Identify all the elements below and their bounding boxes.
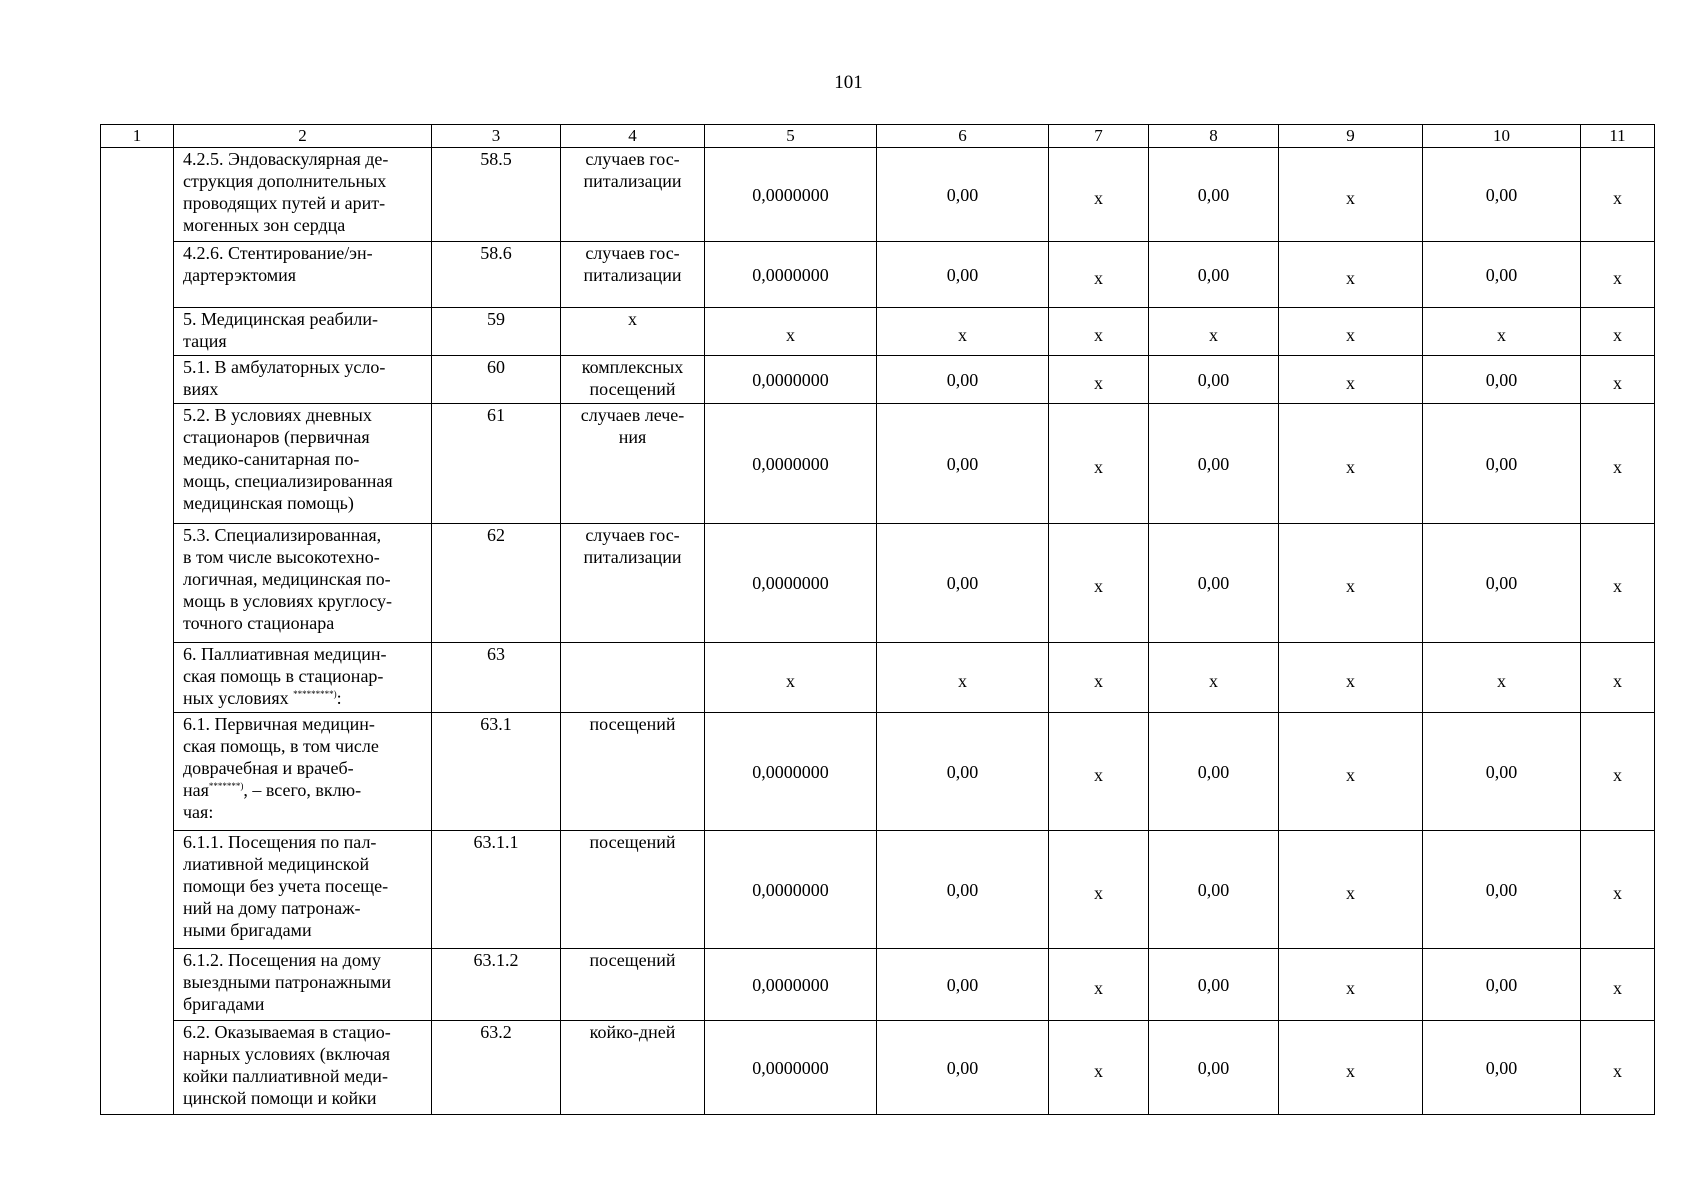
value-cell-5: 0,0000000 xyxy=(705,356,877,404)
row-unit: случаев гос- питализации xyxy=(561,524,705,643)
value-cell-7: х xyxy=(1049,356,1149,404)
row-name-text: 6. Паллиативная медицин- ская помощь в стационар- ных условиях xyxy=(183,644,387,708)
value-cell-10: 0,00 xyxy=(1423,356,1581,404)
row-unit: случаев лече- ния xyxy=(561,404,705,524)
value-cell-10: 0,00 xyxy=(1423,404,1581,524)
value-cell-9: х xyxy=(1279,404,1423,524)
row-code: 62 xyxy=(432,524,561,643)
value-cell-7: х xyxy=(1049,949,1149,1021)
row-unit xyxy=(561,643,705,713)
value-cell-8: 0,00 xyxy=(1149,242,1279,308)
page-number: 101 xyxy=(834,72,863,93)
value-cell-7: х xyxy=(1049,308,1149,356)
row-unit: х xyxy=(561,308,705,356)
column-number: 1 xyxy=(101,125,174,148)
row-unit: посещений xyxy=(561,713,705,831)
value-cell-7: х xyxy=(1049,713,1149,831)
row-name-text: 5.1. В амбулаторных усло- виях xyxy=(183,357,386,399)
value-cell-10: 0,00 xyxy=(1423,713,1581,831)
value-cell-8: х xyxy=(1149,643,1279,713)
value-cell-11: х xyxy=(1581,831,1655,949)
footnote-mark: *******) xyxy=(208,781,244,791)
value-cell-10: 0,00 xyxy=(1423,949,1581,1021)
value-cell-5: 0,0000000 xyxy=(705,713,877,831)
value-cell-11: х xyxy=(1581,242,1655,308)
row-name-text: 6.1.1. Посещения по пал- лиативной медицинской помощи без учета посеще- ний на дому патронаж- ными бригадами xyxy=(183,832,389,940)
row-code: 60 xyxy=(432,356,561,404)
value-cell-6: 0,00 xyxy=(877,949,1049,1021)
column-number: 9 xyxy=(1279,125,1423,148)
value-cell-7: х xyxy=(1049,404,1149,524)
row-unit: посещений xyxy=(561,831,705,949)
column-number: 11 xyxy=(1581,125,1655,148)
row-code: 63.1.2 xyxy=(432,949,561,1021)
table-row xyxy=(101,148,1655,242)
value-cell-10: 0,00 xyxy=(1423,242,1581,308)
row-name xyxy=(174,148,432,242)
column-number: 6 xyxy=(877,125,1049,148)
row-name xyxy=(174,949,432,1021)
value-cell-5: 0,0000000 xyxy=(705,148,877,242)
row-unit: комплексных посещений xyxy=(561,356,705,404)
value-cell-5: х xyxy=(705,308,877,356)
table-row xyxy=(101,949,1655,1021)
value-cell-6: 0,00 xyxy=(877,1021,1049,1115)
row-name xyxy=(174,831,432,949)
table-row xyxy=(101,713,1655,831)
table-row xyxy=(101,831,1655,949)
value-cell-5: 0,0000000 xyxy=(705,949,877,1021)
row-name xyxy=(174,643,432,713)
value-cell-6: 0,00 xyxy=(877,148,1049,242)
value-cell-5: 0,0000000 xyxy=(705,831,877,949)
value-cell-7: х xyxy=(1049,643,1149,713)
column-number: 2 xyxy=(174,125,432,148)
section-cell xyxy=(101,148,174,1115)
value-cell-6: х xyxy=(877,643,1049,713)
value-cell-11: х xyxy=(1581,148,1655,242)
table-row xyxy=(101,404,1655,524)
value-cell-6: 0,00 xyxy=(877,242,1049,308)
value-cell-8: 0,00 xyxy=(1149,949,1279,1021)
row-unit: случаев гос- питализации xyxy=(561,148,705,242)
column-number: 3 xyxy=(432,125,561,148)
data-table xyxy=(100,124,1655,1115)
value-cell-7: х xyxy=(1049,524,1149,643)
row-code: 63 xyxy=(432,643,561,713)
value-cell-6: 0,00 xyxy=(877,524,1049,643)
value-cell-10: 0,00 xyxy=(1423,524,1581,643)
value-cell-5: 0,0000000 xyxy=(705,524,877,643)
value-cell-9: х xyxy=(1279,148,1423,242)
row-name-text: 6.2. Оказываемая в стацио- нарных условиях (включая койки паллиативной меди- цинской помощи и койки xyxy=(183,1022,391,1108)
table-row xyxy=(101,1021,1655,1115)
value-cell-8: 0,00 xyxy=(1149,524,1279,643)
row-name-text: 6.1.2. Посещения на дому выездными патронажными бригадами xyxy=(183,950,392,1014)
value-cell-5: х xyxy=(705,643,877,713)
column-number-row xyxy=(101,125,1655,148)
value-cell-6: х xyxy=(877,308,1049,356)
value-cell-7: х xyxy=(1049,148,1149,242)
value-cell-10: х xyxy=(1423,643,1581,713)
value-cell-9: х xyxy=(1279,524,1423,643)
footnote-mark: *********) xyxy=(293,689,337,699)
value-cell-10: 0,00 xyxy=(1423,148,1581,242)
table-row xyxy=(101,356,1655,404)
value-cell-7: х xyxy=(1049,242,1149,308)
column-number: 4 xyxy=(561,125,705,148)
row-name xyxy=(174,242,432,308)
row-code: 58.5 xyxy=(432,148,561,242)
value-cell-11: х xyxy=(1581,404,1655,524)
value-cell-9: х xyxy=(1279,949,1423,1021)
row-unit: случаев гос- питализации xyxy=(561,242,705,308)
row-name-text: 5. Медицинская реабили- тация xyxy=(183,309,379,351)
row-name-text: 5.2. В условиях дневных стационаров (первичная медико-санитарная по- мощь, специализированная медицинская помощь) xyxy=(183,405,393,513)
value-cell-8: 0,00 xyxy=(1149,713,1279,831)
row-name xyxy=(174,1021,432,1115)
value-cell-5: 0,0000000 xyxy=(705,242,877,308)
column-number: 10 xyxy=(1423,125,1581,148)
value-cell-11: х xyxy=(1581,643,1655,713)
table-row xyxy=(101,524,1655,643)
row-code: 63.1.1 xyxy=(432,831,561,949)
value-cell-10: х xyxy=(1423,308,1581,356)
row-code: 61 xyxy=(432,404,561,524)
value-cell-8: 0,00 xyxy=(1149,148,1279,242)
row-code: 58.6 xyxy=(432,242,561,308)
value-cell-11: х xyxy=(1581,949,1655,1021)
value-cell-6: 0,00 xyxy=(877,404,1049,524)
row-unit: посещений xyxy=(561,949,705,1021)
row-name xyxy=(174,404,432,524)
row-code: 63.1 xyxy=(432,713,561,831)
value-cell-5: 0,0000000 xyxy=(705,1021,877,1115)
row-code: 63.2 xyxy=(432,1021,561,1115)
row-name xyxy=(174,524,432,643)
value-cell-9: х xyxy=(1279,308,1423,356)
value-cell-10: 0,00 xyxy=(1423,831,1581,949)
value-cell-11: х xyxy=(1581,308,1655,356)
row-unit: койко-дней xyxy=(561,1021,705,1115)
row-name xyxy=(174,308,432,356)
row-name-text: 6.1. Первичная медицин- ская помощь, в том числе доврачебная и врачеб- ная xyxy=(183,714,379,800)
value-cell-8: 0,00 xyxy=(1149,831,1279,949)
value-cell-11: х xyxy=(1581,524,1655,643)
value-cell-9: х xyxy=(1279,1021,1423,1115)
value-cell-8: 0,00 xyxy=(1149,404,1279,524)
column-number: 7 xyxy=(1049,125,1149,148)
value-cell-9: х xyxy=(1279,713,1423,831)
value-cell-6: 0,00 xyxy=(877,713,1049,831)
value-cell-11: х xyxy=(1581,1021,1655,1115)
row-name xyxy=(174,356,432,404)
row-name-tail: , – всего, вклю- чая: xyxy=(183,780,362,822)
value-cell-7: х xyxy=(1049,831,1149,949)
row-name xyxy=(174,713,432,831)
value-cell-8: х xyxy=(1149,308,1279,356)
value-cell-8: 0,00 xyxy=(1149,356,1279,404)
column-number: 8 xyxy=(1149,125,1279,148)
row-name-text: 5.3. Специализированная, в том числе высокотехно- логичная, медицинская по- мощь в условиях круглосу- точного стационара xyxy=(183,525,392,633)
row-name-text: 4.2.6. Стентирование/эн- дартерэктомия xyxy=(183,243,373,285)
value-cell-9: х xyxy=(1279,831,1423,949)
table-row xyxy=(101,643,1655,713)
row-name-text: 4.2.5. Эндоваскулярная де- струкция дополнительных проводящих путей и арит- могенных зон сердца xyxy=(183,149,389,235)
value-cell-9: х xyxy=(1279,356,1423,404)
value-cell-11: х xyxy=(1581,356,1655,404)
value-cell-9: х xyxy=(1279,242,1423,308)
value-cell-8: 0,00 xyxy=(1149,1021,1279,1115)
row-name-tail: : xyxy=(336,688,342,708)
value-cell-11: х xyxy=(1581,713,1655,831)
value-cell-6: 0,00 xyxy=(877,356,1049,404)
value-cell-6: 0,00 xyxy=(877,831,1049,949)
value-cell-9: х xyxy=(1279,643,1423,713)
column-number: 5 xyxy=(705,125,877,148)
table-row xyxy=(101,308,1655,356)
table-row xyxy=(101,242,1655,308)
value-cell-5: 0,0000000 xyxy=(705,404,877,524)
value-cell-7: х xyxy=(1049,1021,1149,1115)
value-cell-10: 0,00 xyxy=(1423,1021,1581,1115)
row-code: 59 xyxy=(432,308,561,356)
